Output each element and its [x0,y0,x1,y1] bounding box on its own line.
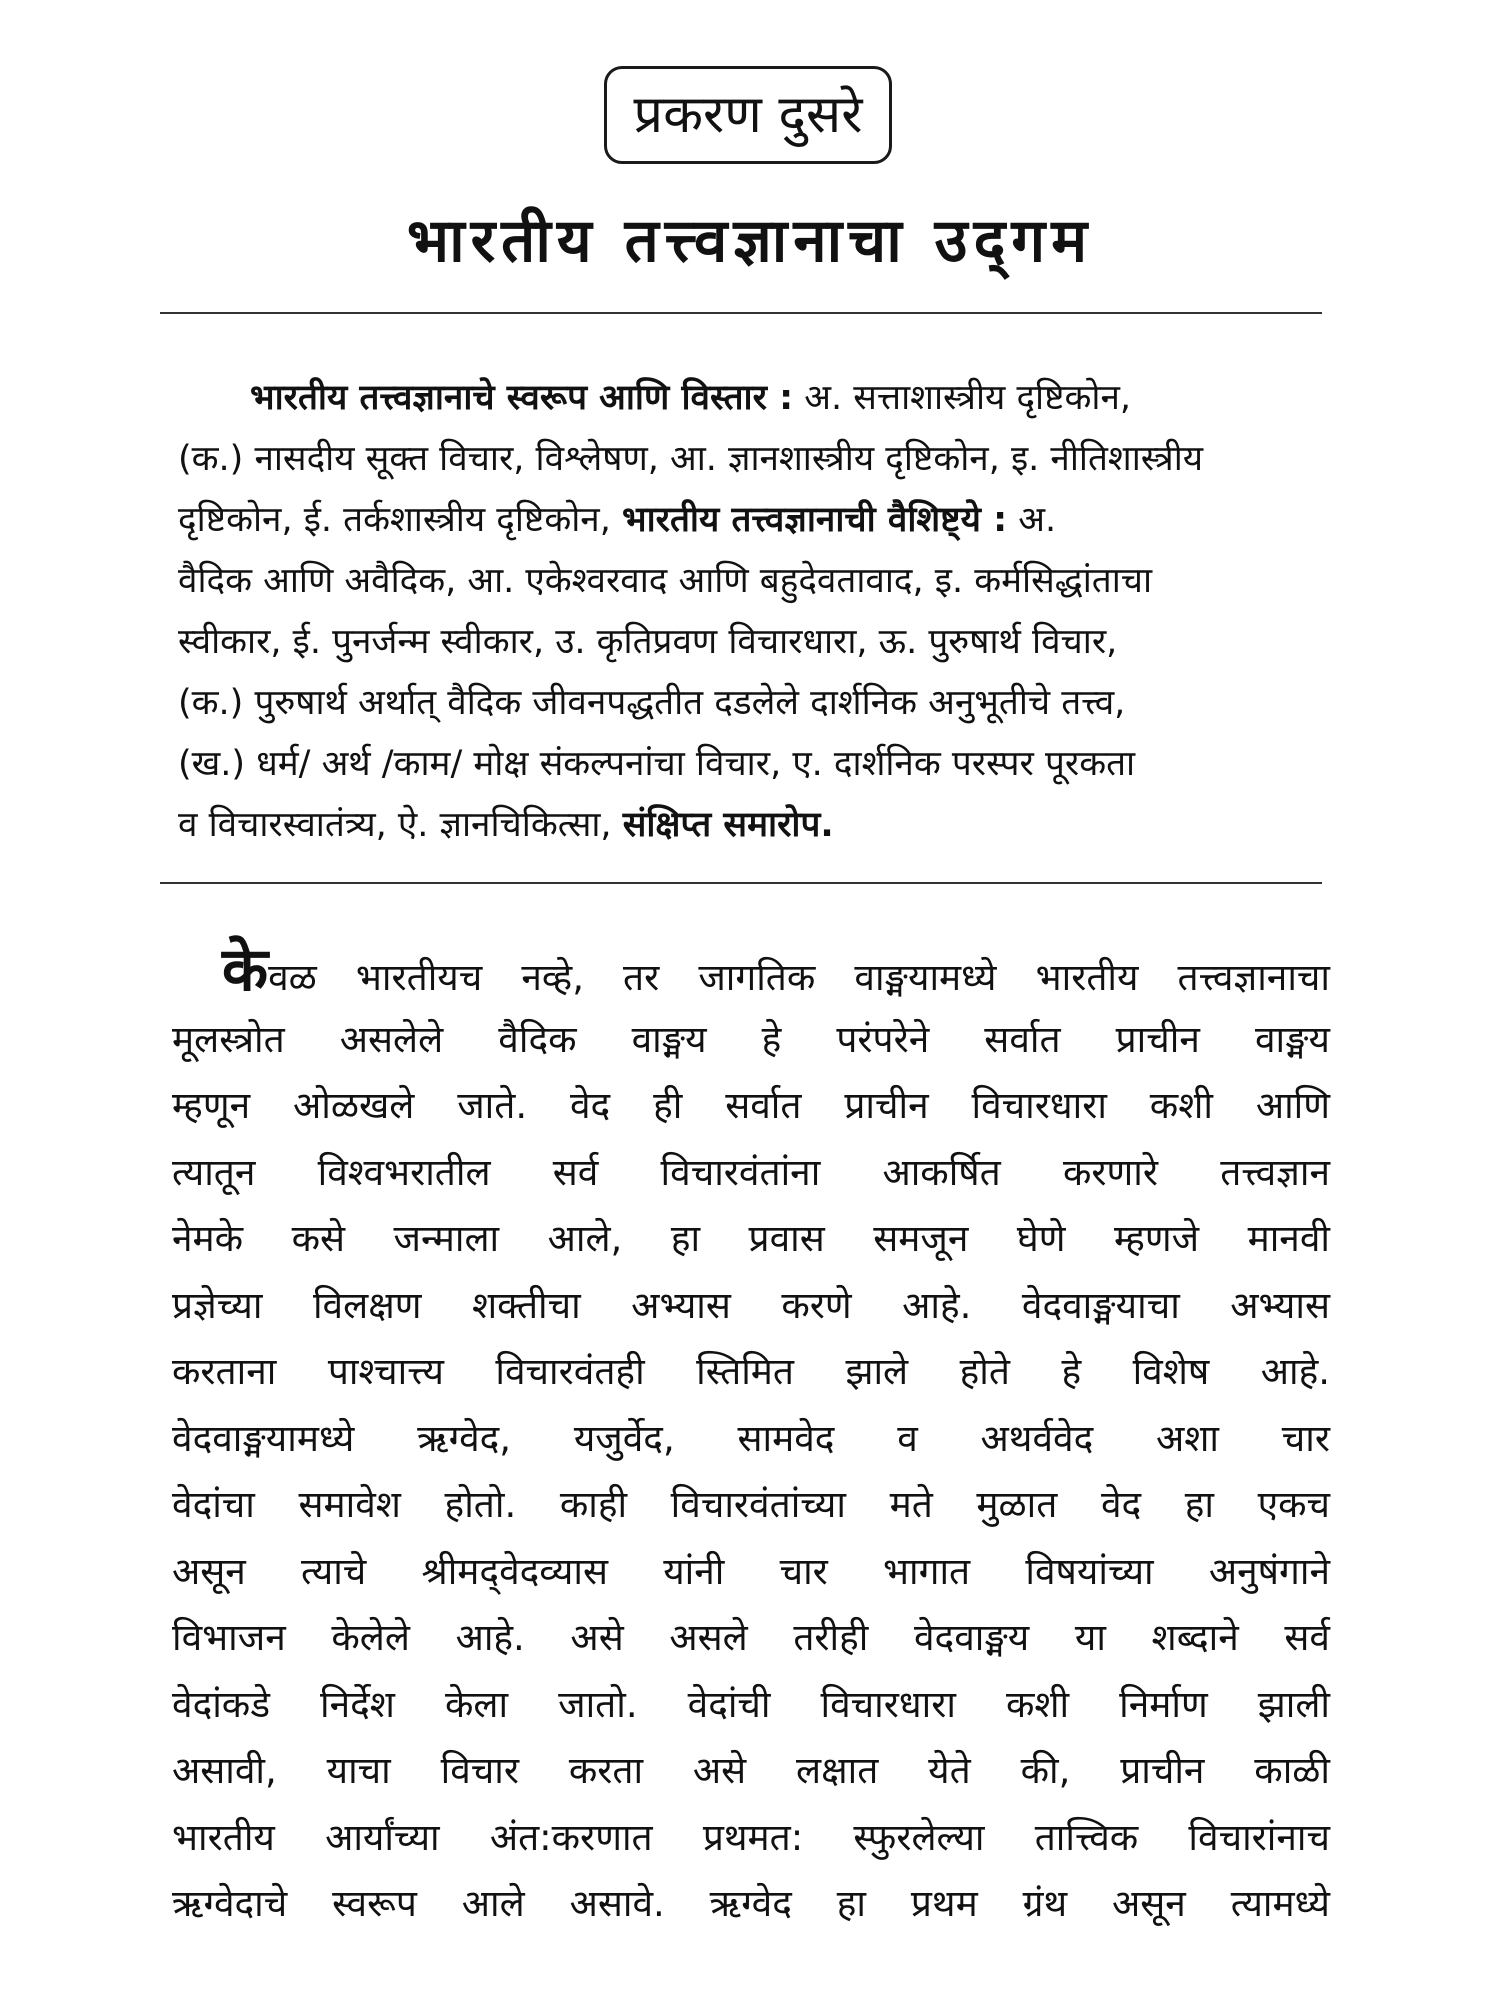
body-line-text: असावी, याचा विचार करता असे लक्षात येते की, प्राचीन काळी [172,1749,1330,1792]
body-line-text: नेमके कसे जन्माला आले, हा प्रवास समजून घेणे म्हणजे मानवी [172,1217,1330,1260]
body-line-text: वेदांचा समावेश होतो. काही विचारवंतांच्या मते मुळात वेद हा एकच [172,1483,1330,1526]
bottom-divider [160,882,1322,884]
body-line [172,1672,1330,1739]
body-line [172,1539,1330,1606]
body-line [172,935,1330,1007]
body-line [172,1738,1330,1805]
body-line [172,1472,1330,1539]
body-line [172,1273,1330,1340]
chapter-label-box [604,66,892,164]
summary-line [178,429,1328,490]
summary-heading: भारतीय तत्त्वज्ञानाची वैशिष्ट्ये : [621,500,1008,540]
body-line [172,1339,1330,1406]
summary-text: अ. [1007,500,1057,540]
summary-line [178,673,1328,734]
body-line [172,1406,1330,1473]
body-line-text: भारतीय आर्यांच्या अंत:करणात प्रथमत: स्फुरलेल्या तात्त्विक विचारांनाच [172,1815,1330,1859]
chapter-title: भारतीय तत्त्वज्ञानाचा उद्‌गम [406,206,1094,276]
summary-line [178,795,1328,856]
body-line-text: वळ भारतीयच नव्हे, तर जागतिक वाङ्मयामध्ये भारतीय तत्त्वज्ञानाचा [268,956,1330,999]
body-line-text: विभाजन केलेले आहे. असे असले तरीही वेदवाङ्मय या शब्दाने सर्व [172,1616,1330,1659]
body-line-text: प्रज्ञेच्या विलक्षण शक्तीचा अभ्यास करणे आहे. वेदवाङ्मयाचा अभ्यास [172,1283,1330,1327]
body-line-text: म्हणून ओळखले जाते. वेद ही सर्वात प्राचीन विचारधारा कशी आणि [172,1084,1330,1127]
summary-text: व विचारस्वातंत्र्य, ऐ. ज्ञानचिकित्सा, [178,805,623,845]
summary-line [178,368,1328,429]
body-line-text: मूलस्त्रोत असलेले वैदिक वाङ्मय हे परंपरेने सर्वात प्राचीन वाङ्मय [172,1017,1330,1061]
body-line [172,1206,1330,1273]
summary-line [178,612,1328,673]
body-paragraph [172,935,1330,1938]
summary-text: स्वीकार, ई. पुनर्जन्म स्वीकार, उ. कृतिप्रवण विचारधारा, ऊ. पुरुषार्थ विचार, [178,622,1118,662]
body-line-text: करताना पाश्चात्त्य विचारवंतही स्तिमित झाले होते हे विशेष आहे. [172,1350,1330,1393]
body-line [172,1871,1330,1938]
chapter-summary [178,368,1328,856]
drop-cap: के [222,935,269,1005]
summary-text: अ. सत्ताशास्त्रीय दृष्टिकोन, [793,378,1132,418]
body-line-text: असून त्याचे श्रीमद्‌वेदव्यास यांनी चार भागात विषयांच्या अनुषंगाने [172,1549,1330,1593]
body-line-text: वेदांकडे निर्देश केला जातो. वेदांची विचारधारा कशी निर्माण झाली [172,1682,1330,1726]
summary-text: वैदिक आणि अवैदिक, आ. एकेश्वरवाद आणि बहुदेवतावाद, इ. कर्मसिद्धांताचा [178,561,1153,601]
summary-line [178,490,1328,551]
body-line [172,1605,1330,1672]
summary-text: दृष्टिकोन, ई. तर्कशास्त्रीय दृष्टिकोन, [178,500,622,540]
body-line [172,1007,1330,1074]
body-line-text: त्यातून विश्वभरातील सर्व विचारवंतांना आकर्षित करणारे तत्त्वज्ञान [172,1150,1330,1194]
summary-heading: संक्षिप्त समारोप. [622,805,834,845]
summary-text: (ख.) धर्म/ अर्थ /काम/ मोक्ष संकल्पनांचा विचार, ए. दार्शनिक परस्पर पूरकता [178,744,1136,784]
chapter-label: प्रकरण दुसरे [633,85,863,145]
summary-text: (क.) नासदीय सूक्त विचार, विश्लेषण, आ. ज्ञानशास्त्रीय दृष्टिकोन, इ. नीतिशास्त्रीय [178,439,1204,479]
body-line-text: वेदवाङ्मयामध्ये ऋग्वेद, यजुर्वेद, सामवेद व अथर्ववेद अशा चार [172,1416,1330,1460]
summary-line [178,551,1328,612]
summary-line [178,734,1328,795]
summary-text: (क.) पुरुषार्थ अर्थात् वैदिक जीवनपद्धतीत दडलेले दार्शनिक अनुभूतीचे तत्त्व, [178,683,1126,723]
body-line-text: ऋग्वेदाचे स्वरूप आले असावे. ऋग्वेद हा प्रथम ग्रंथ असून त्यामध्ये [172,1882,1330,1925]
body-line [172,1140,1330,1207]
body-line [172,1073,1330,1140]
summary-heading: भारतीय तत्त्वज्ञानाचे स्वरूप आणि विस्तार : [250,378,794,418]
top-divider [160,312,1322,314]
body-line [172,1805,1330,1872]
